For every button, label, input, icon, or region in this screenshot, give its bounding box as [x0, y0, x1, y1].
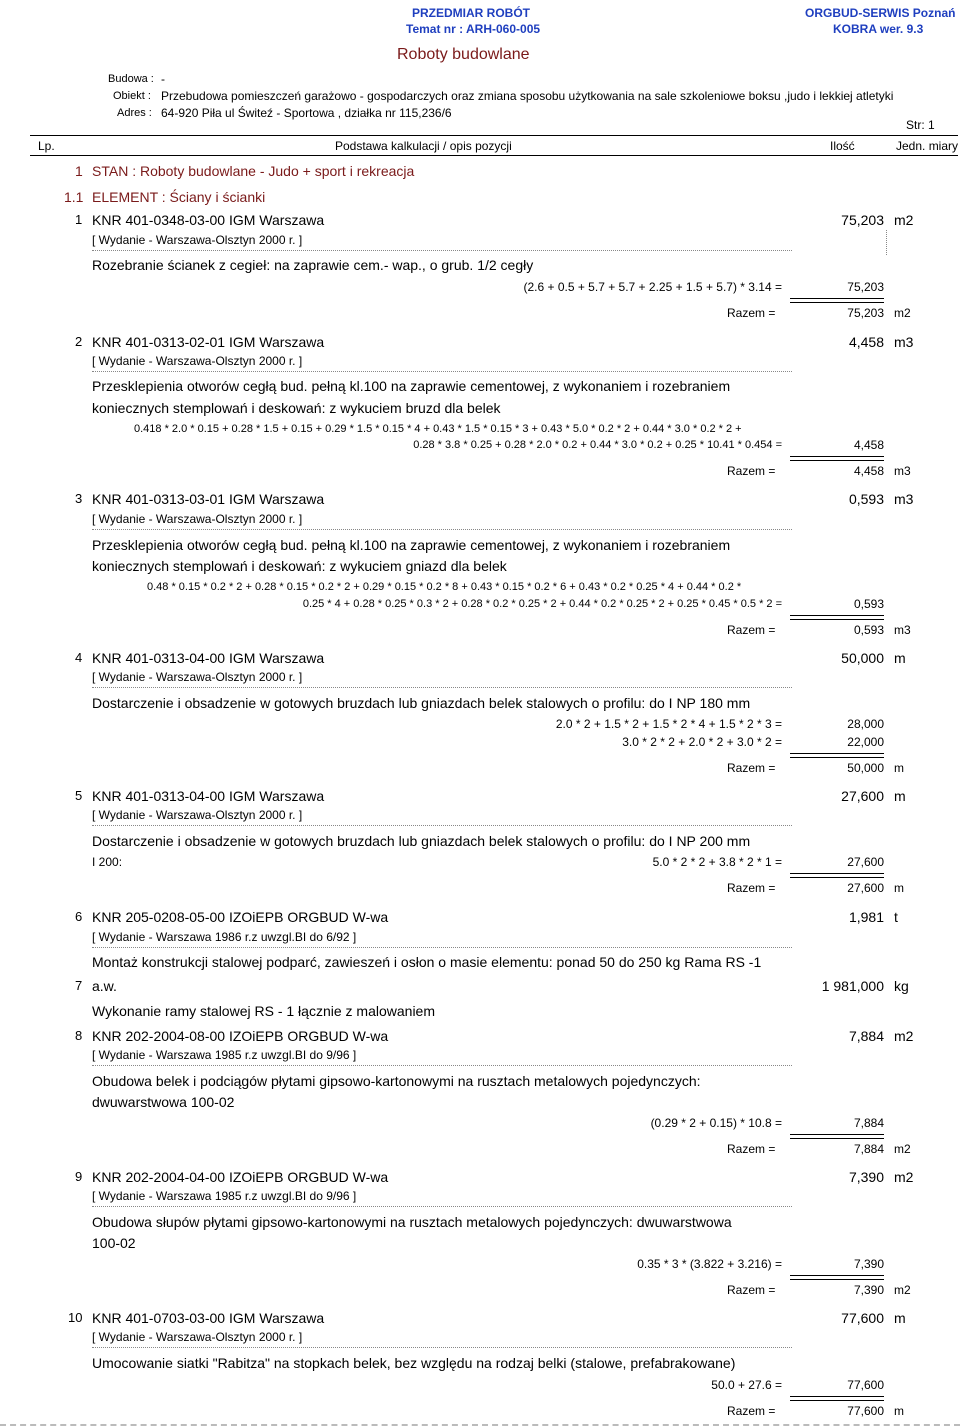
item-unit: m	[894, 1310, 906, 1326]
item-edition: [ Wydanie - Warszawa 1985 r.z uwzgl.BI do 9/96 ]	[92, 1048, 357, 1062]
item-knr: KNR 401-0313-02-01 IGM Warszawa	[92, 334, 325, 350]
item-description: Rozebranie ścianek z cegieł: na zaprawie cem.- wap., o grub. 1/2 cegły	[92, 257, 534, 273]
total-rule	[790, 1396, 884, 1401]
separator	[92, 947, 792, 948]
razem-label: Razem =	[727, 306, 776, 320]
page-title: Roboty budowlane	[397, 46, 530, 63]
item-description: Montaż konstrukcji stalowej podparć, zawieszeń i osłon o masie elementu: ponad 50 do 250 kg Rama RS -1	[92, 954, 762, 970]
item-quantity: 4,458	[848, 334, 884, 350]
item-edition: [ Wydanie - Warszawa 1986 r.z uwzgl.BI do 6/92 ]	[92, 930, 357, 944]
calc-formula: (2.6 + 0.5 + 5.7 + 5.7 + 2.25 + 1.5 + 5.7) * 3.14 =	[523, 280, 782, 294]
razem-value: 77,600	[847, 1404, 884, 1418]
item-number: 7	[75, 978, 83, 993]
calc-formula: 0.418 * 2.0 * 0.15 + 0.28 * 1.5 + 0.15 + 0.29 * 1.5 * 0.15 * 4 + 0.43 * 1.5 * 0.15 * 3 + 0.43 * 5.0 * 0.2 * 2 + 0.44 * 3.0 * 0.2 * 2 +	[134, 423, 742, 435]
item-description: Dostarczenie i obsadzenie w gotowych bruzdach lub gniazdach belek stalowych o profilu: do I NP 200 mm	[92, 833, 751, 849]
item-knr: KNR 401-0313-04-00 IGM Warszawa	[92, 788, 325, 804]
calc-value: 77,600	[847, 1378, 884, 1392]
item-knr: KNR 202-2004-08-00 IZOiEPB ORGBUD W-wa	[92, 1028, 389, 1044]
item-edition: [ Wydanie - Warszawa 1985 r.z uwzgl.BI do 9/96 ]	[92, 1189, 357, 1203]
item-unit: m3	[894, 334, 914, 350]
calc-formula: 5.0 * 2 * 2 + 3.8 * 2 * 1 =	[652, 855, 782, 869]
item-quantity: 27,600	[841, 788, 884, 804]
separator	[92, 529, 792, 530]
calc-formula: 3.0 * 2 * 2 + 2.0 * 2 + 3.0 * 2 =	[622, 735, 782, 749]
stan-number: 1	[75, 163, 83, 179]
total-rule	[790, 873, 884, 878]
element-title: ELEMENT : Ściany i ścianki	[92, 189, 266, 205]
item-quantity: 50,000	[841, 650, 884, 666]
razem-label: Razem =	[727, 761, 776, 775]
item-description-cont: 100-02	[92, 1235, 136, 1251]
calc-value: 22,000	[847, 735, 884, 749]
column-description: Podstawa kalkulacji / opis pozycji	[335, 139, 512, 153]
item-number: 5	[75, 788, 83, 803]
total-rule	[790, 1134, 884, 1139]
calc-formula-cont: 0.28 * 3.8 * 0.25 + 0.28 * 2.0 * 0.2 + 0.44 * 3.0 * 0.2 + 0.25 * 10.41 * 0.454 =	[413, 439, 782, 451]
item-edition: [ Wydanie - Warszawa-Olsztyn 2000 r. ]	[92, 354, 303, 368]
column-header-top-rule	[30, 135, 958, 136]
razem-value: 27,600	[847, 881, 884, 895]
total-rule	[790, 753, 884, 758]
budowa-label: Budowa :	[108, 73, 154, 85]
item-number: 3	[75, 491, 83, 506]
item-description: Umocowanie siatki "Rabitza" na stopkach belek, bez względu na rodzaj belki (stalowe, prefabrakowane)	[92, 1355, 736, 1371]
item-description-cont: koniecznych stemplowań i deskowań: z wykuciem bruzd dla belek	[92, 400, 501, 416]
razem-unit: m2	[894, 1283, 911, 1297]
separator	[92, 1347, 792, 1348]
item-quantity: 7,390	[848, 1169, 884, 1185]
item-number: 9	[75, 1169, 83, 1184]
item-knr: KNR 401-0313-04-00 IGM Warszawa	[92, 650, 325, 666]
total-rule	[790, 615, 884, 620]
budowa-value: -	[161, 72, 165, 86]
razem-label: Razem =	[727, 1404, 776, 1418]
razem-value: 75,203	[847, 306, 884, 320]
item-knr: KNR 205-0208-05-00 IZOiEPB ORGBUD W-wa	[92, 909, 389, 925]
separator	[92, 825, 792, 826]
page-number: Str: 1	[906, 118, 935, 132]
item-description: Dostarczenie i obsadzenie w gotowych bruzdach lub gniazdach belek stalowych o profilu: do I NP 180 mm	[92, 695, 751, 711]
razem-unit: m2	[894, 1142, 911, 1156]
calc-formula: 0.35 * 3 * (3.822 + 3.216) =	[637, 1257, 782, 1271]
calc-value: 28,000	[847, 717, 884, 731]
calc-value: 0,593	[853, 597, 884, 611]
stan-title: STAN : Roboty budowlane - Judo + sport i rekreacja	[92, 163, 415, 179]
calc-formula: 50.0 + 27.6 =	[711, 1378, 782, 1392]
item-number: 10	[68, 1310, 83, 1325]
doc-type: PRZEDMIAR ROBÓT	[412, 6, 530, 20]
calc-formula: 2.0 * 2 + 1.5 * 2 + 1.5 * 2 * 4 + 1.5 * 2 * 3 =	[555, 717, 782, 731]
obiekt-label: Obiekt :	[113, 90, 151, 102]
item-quantity: 0,593	[848, 491, 884, 507]
razem-unit: m	[894, 761, 904, 775]
item-knr: KNR 202-2004-04-00 IZOiEPB ORGBUD W-wa	[92, 1169, 389, 1185]
element-number: 1.1	[64, 189, 84, 205]
item-description: Wykonanie ramy stalowej RS - 1 łącznie z malowaniem	[92, 1003, 435, 1019]
razem-value: 50,000	[847, 761, 884, 775]
item-description: Obudowa słupów płytami gipsowo-kartonowymi na rusztach metalowych pojedynczych: dwuwarstwowa	[92, 1214, 732, 1230]
item-knr: KNR 401-0348-03-00 IGM Warszawa	[92, 212, 325, 228]
calc-value: 75,203	[847, 280, 884, 294]
column-quantity: Ilość	[830, 139, 855, 153]
item-quantity: 7,884	[848, 1028, 884, 1044]
calc-value: 27,600	[847, 855, 884, 869]
item-unit: kg	[894, 978, 909, 994]
column-lp: Lp.	[38, 139, 55, 153]
item-edition: [ Wydanie - Warszawa-Olsztyn 2000 r. ]	[92, 233, 303, 247]
item-description: Obudowa belek i podciągów płytami gipsowo-kartonowymi na rusztach metalowych pojedynczych:	[92, 1073, 701, 1089]
item-knr: KNR 401-0313-03-01 IGM Warszawa	[92, 491, 325, 507]
razem-value: 7,390	[853, 1283, 884, 1297]
item-edition: [ Wydanie - Warszawa-Olsztyn 2000 r. ]	[92, 1330, 303, 1344]
item-number: 4	[75, 650, 83, 665]
calc-value: 7,884	[853, 1116, 884, 1130]
software-version: KOBRA wer. 9.3	[833, 22, 924, 36]
item-number: 8	[75, 1028, 83, 1043]
razem-label: Razem =	[727, 1283, 776, 1297]
calc-value: 4,458	[853, 438, 884, 452]
razem-unit: m	[894, 881, 904, 895]
item-unit: m	[894, 650, 906, 666]
item-unit: m2	[894, 1169, 914, 1185]
obiekt-value: Przebudowa pomieszczeń garażowo - gospodarczych oraz zmiana sposobu użytkowania na sale szkoleniowe boksu ,judo i lekkiej atletyki	[161, 89, 894, 103]
razem-unit: m3	[894, 623, 911, 637]
adres-value: 64-920 Piła ul Świteź - Sportowa , działka nr 115,236/6	[161, 106, 452, 120]
razem-label: Razem =	[727, 623, 776, 637]
item-description: Przesklepienia otworów cegłą bud. pełną kl.100 na zaprawie cementowej, z wykonaniem i rozebraniem	[92, 378, 731, 394]
item-unit: m2	[894, 1028, 914, 1044]
separator	[92, 1206, 792, 1207]
item-number: 1	[75, 212, 83, 227]
page-bottom-edge	[0, 1424, 960, 1426]
calc-formula-cont: 0.25 * 4 + 0.28 * 0.25 * 0.3 * 2 + 0.28 * 0.2 * 0.25 * 2 + 0.44 * 0.2 * 0.25 * 2 + 0.25 * 0.45 * 0.5 * 2 =	[302, 598, 782, 610]
item-edition: [ Wydanie - Warszawa-Olsztyn 2000 r. ]	[92, 512, 303, 526]
item-knr: KNR 401-0703-03-00 IGM Warszawa	[92, 1310, 325, 1326]
razem-unit: m3	[894, 464, 911, 478]
item-unit: m3	[894, 491, 914, 507]
company-name: ORGBUD-SERWIS Poznań	[805, 6, 956, 20]
calc-label: I 200:	[92, 855, 123, 869]
razem-label: Razem =	[727, 881, 776, 895]
item-unit: t	[894, 909, 898, 925]
item-description: Przesklepienia otworów cegłą bud. pełną kl.100 na zaprawie cementowej, z wykonaniem i rozebraniem	[92, 537, 731, 553]
calc-value: 7,390	[853, 1257, 884, 1271]
razem-value: 7,884	[853, 1142, 884, 1156]
total-rule	[790, 1275, 884, 1280]
razem-label: Razem =	[727, 1142, 776, 1156]
topic-number: Temat nr : ARH-060-005	[406, 22, 541, 36]
item-unit: m2	[894, 212, 914, 228]
calc-formula: 0.48 * 0.15 * 0.2 * 2 + 0.28 * 0.15 * 0.2 * 2 + 0.29 * 0.15 * 0.2 * 8 + 0.43 * 0.15 * 0.2 * 6 + 0.43 * 0.2 * 0.25 * 4 + 0.44 * 0.2 *	[147, 581, 742, 593]
separator	[92, 1065, 792, 1066]
item-number: 2	[75, 334, 83, 349]
item-unit: m	[894, 788, 906, 804]
separator	[92, 371, 792, 372]
razem-unit: m	[894, 1404, 904, 1418]
item-edition: [ Wydanie - Warszawa-Olsztyn 2000 r. ]	[92, 670, 303, 684]
adres-label: Adres :	[117, 107, 152, 119]
razem-value: 4,458	[853, 464, 884, 478]
item-quantity: 1,981	[848, 909, 884, 925]
separator	[92, 250, 792, 251]
item-quantity: 75,203	[841, 212, 884, 228]
item-edition: [ Wydanie - Warszawa-Olsztyn 2000 r. ]	[92, 808, 303, 822]
item-quantity: 1 981,000	[821, 978, 884, 994]
razem-label: Razem =	[727, 464, 776, 478]
total-rule	[790, 298, 884, 303]
razem-value: 0,593	[853, 623, 884, 637]
calc-formula: (0.29 * 2 + 0.15) * 10.8 =	[650, 1116, 782, 1130]
column-header-bottom-rule	[30, 155, 958, 156]
item-number: 6	[75, 909, 83, 924]
item-knr: a.w.	[92, 978, 117, 994]
column-unit: Jedn. miary	[896, 139, 959, 153]
separator	[92, 687, 792, 688]
total-rule	[790, 456, 884, 461]
item-description-cont: koniecznych stemplowań i deskowań: z wykuciem gniazd dla belek	[92, 558, 507, 574]
item-description-cont: dwuwarstwowa 100-02	[92, 1094, 235, 1110]
item-quantity: 77,600	[841, 1310, 884, 1326]
razem-unit: m2	[894, 306, 911, 320]
separator	[886, 230, 887, 255]
